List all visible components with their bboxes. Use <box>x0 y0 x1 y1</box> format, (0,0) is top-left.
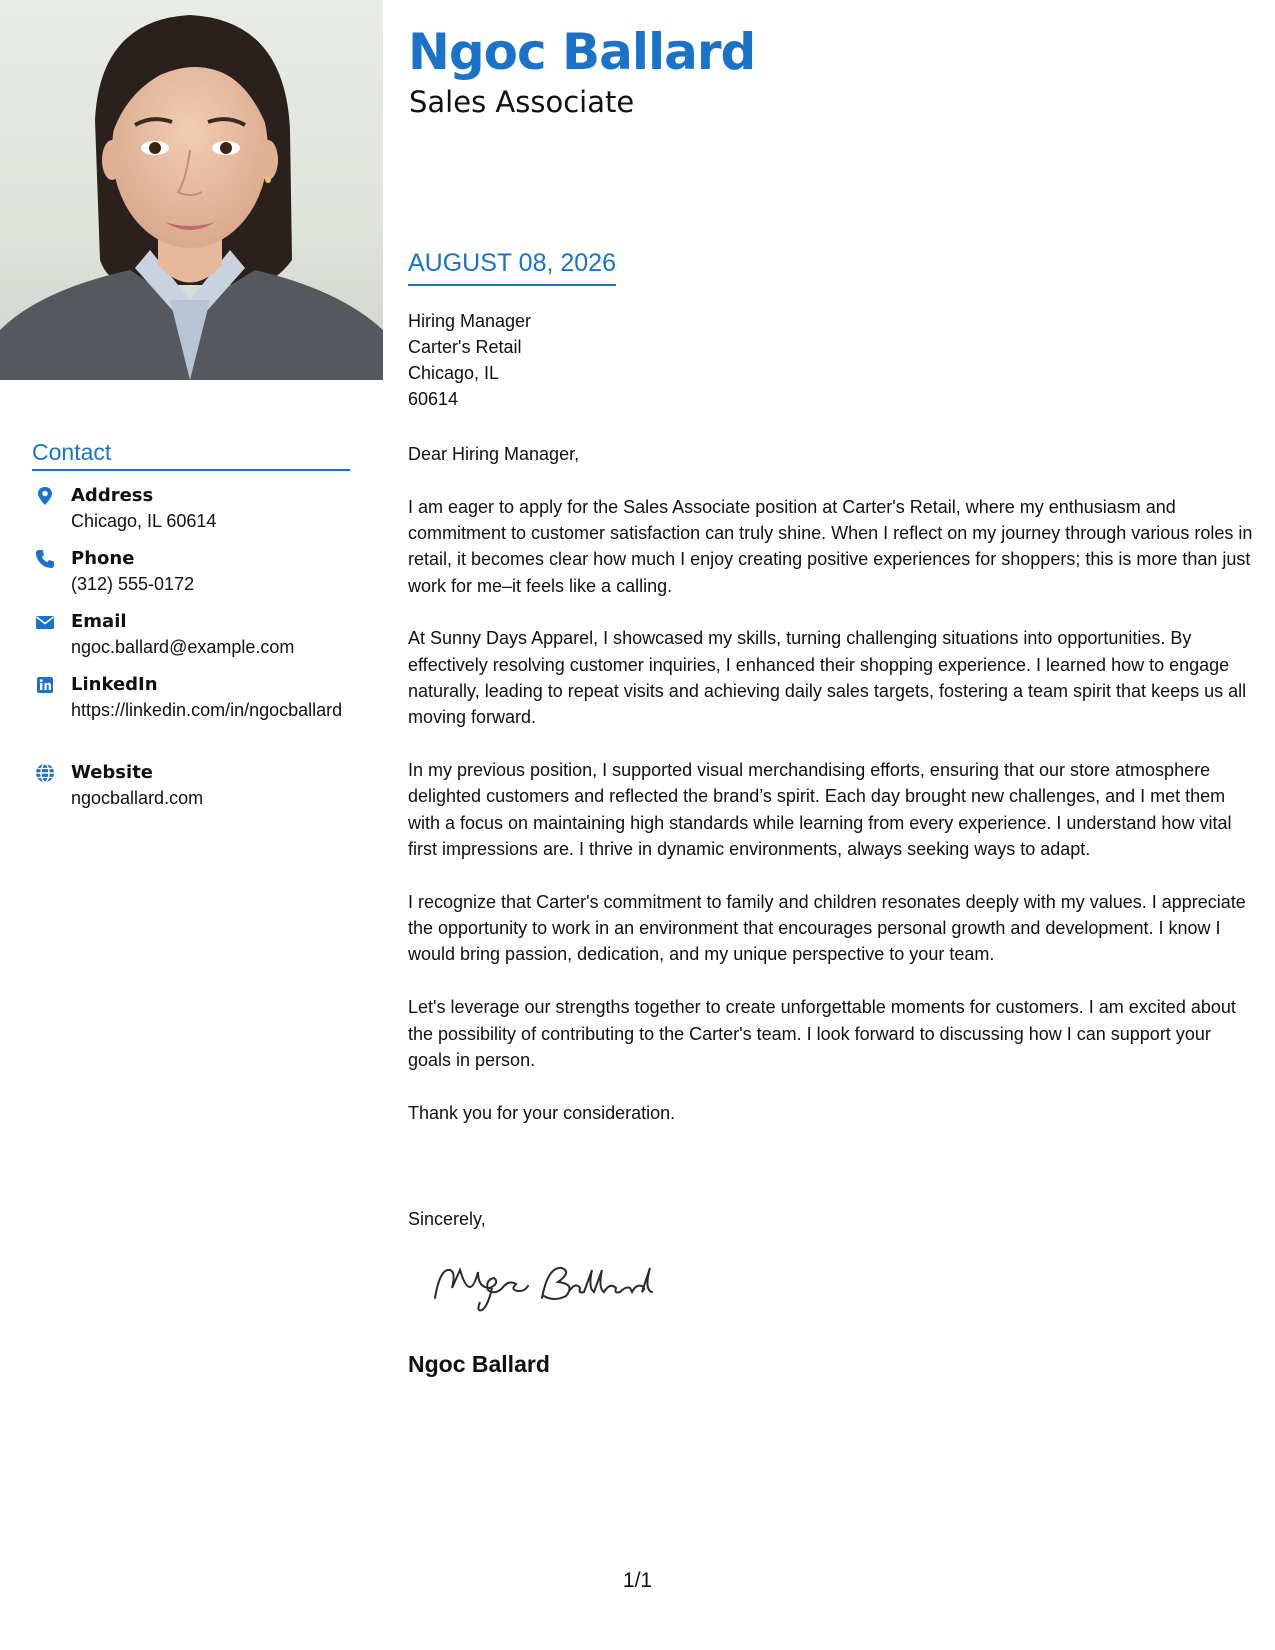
recipient-city: Chicago, IL <box>408 363 500 383</box>
letter-date: AUGUST 08, 2026 <box>408 248 616 286</box>
letter-paragraph: At Sunny Days Apparel, I showcased my skills, turning challenging situations into opportunities. By effectively resolving customer inquiries, I enhanced their shopping experience. I learned how to engage naturally, leading to repeat visits and achieving daily sales targets, fostering a team spirit that keeps us all moving forward. <box>408 628 1247 728</box>
letter-body <box>408 441 1258 1152</box>
linkedin-label: LinkedIn <box>71 674 158 695</box>
address-value: Chicago, IL 60614 <box>71 511 217 531</box>
recipient-address <box>408 308 531 412</box>
envelope-icon <box>34 611 56 633</box>
contact-heading: Contact <box>32 438 350 471</box>
candidate-name: Ngoc Ballard <box>408 23 756 81</box>
email-label: Email <box>71 611 127 632</box>
recipient-zip: 60614 <box>408 389 459 409</box>
page-number: 1/1 <box>622 1569 653 1592</box>
closing: Sincerely, <box>408 1209 486 1229</box>
signer-name: Ngoc Ballard <box>408 1351 550 1377</box>
website-label: Website <box>71 762 154 783</box>
phone-label: Phone <box>71 548 135 569</box>
recipient-name: Hiring Manager <box>408 311 532 331</box>
phone-value: (312) 555-0172 <box>71 574 195 594</box>
job-title: Sales Associate <box>409 85 635 119</box>
letter-paragraph: Thank you for your consideration. <box>408 1102 676 1123</box>
letter-paragraph: Let's leverage our strengths together to create unforgettable moments for customers. I am excited about the possibility of contributing to the Carter's team. I look forward to discussing how I can support your goals in person. <box>408 997 1236 1070</box>
map-pin-icon <box>34 485 56 507</box>
email-value: ngoc.ballard@example.com <box>71 637 295 657</box>
salutation: Dear Hiring Manager, <box>408 444 580 464</box>
letter-paragraph: I recognize that Carter's commitment to family and children resonates deeply with my values. I appreciate the opportunity to work in an environment that encourages personal growth and development. I know I would bring passion, dedication, and my unique perspective to your team. <box>408 891 1246 965</box>
linkedin-url[interactable]: https://linkedin.com/in/ngocballard <box>71 700 343 720</box>
globe-icon <box>34 762 56 784</box>
linkedin-icon <box>34 674 56 696</box>
profile-photo <box>0 0 383 380</box>
phone-icon <box>34 548 56 570</box>
signature-image <box>430 1258 660 1318</box>
recipient-company: Carter's Retail <box>408 337 522 357</box>
letter-paragraph: In my previous position, I supported visual merchandising efforts, ensuring that our store atmosphere delighted customers and reflected the brand’s spirit. Each day brought new challenges, and I met them with a focus on maintaining high standards while learning from every experience. I understand how vital first impressions are. I thrive in dynamic environments, always seeking ways to adapt. <box>408 760 1232 860</box>
address-label: Address <box>71 485 154 506</box>
letter-paragraph: I am eager to apply for the Sales Associate position at Carter's Retail, where my enthusiasm and commitment to customer satisfaction can truly shine. When I reflect on my journey through various roles in retail, it becomes clear how much I enjoy creating positive experiences for shoppers; this is more than just work for me–it feels like a calling. <box>408 496 1253 596</box>
website-url[interactable]: ngocballard.com <box>71 788 204 808</box>
